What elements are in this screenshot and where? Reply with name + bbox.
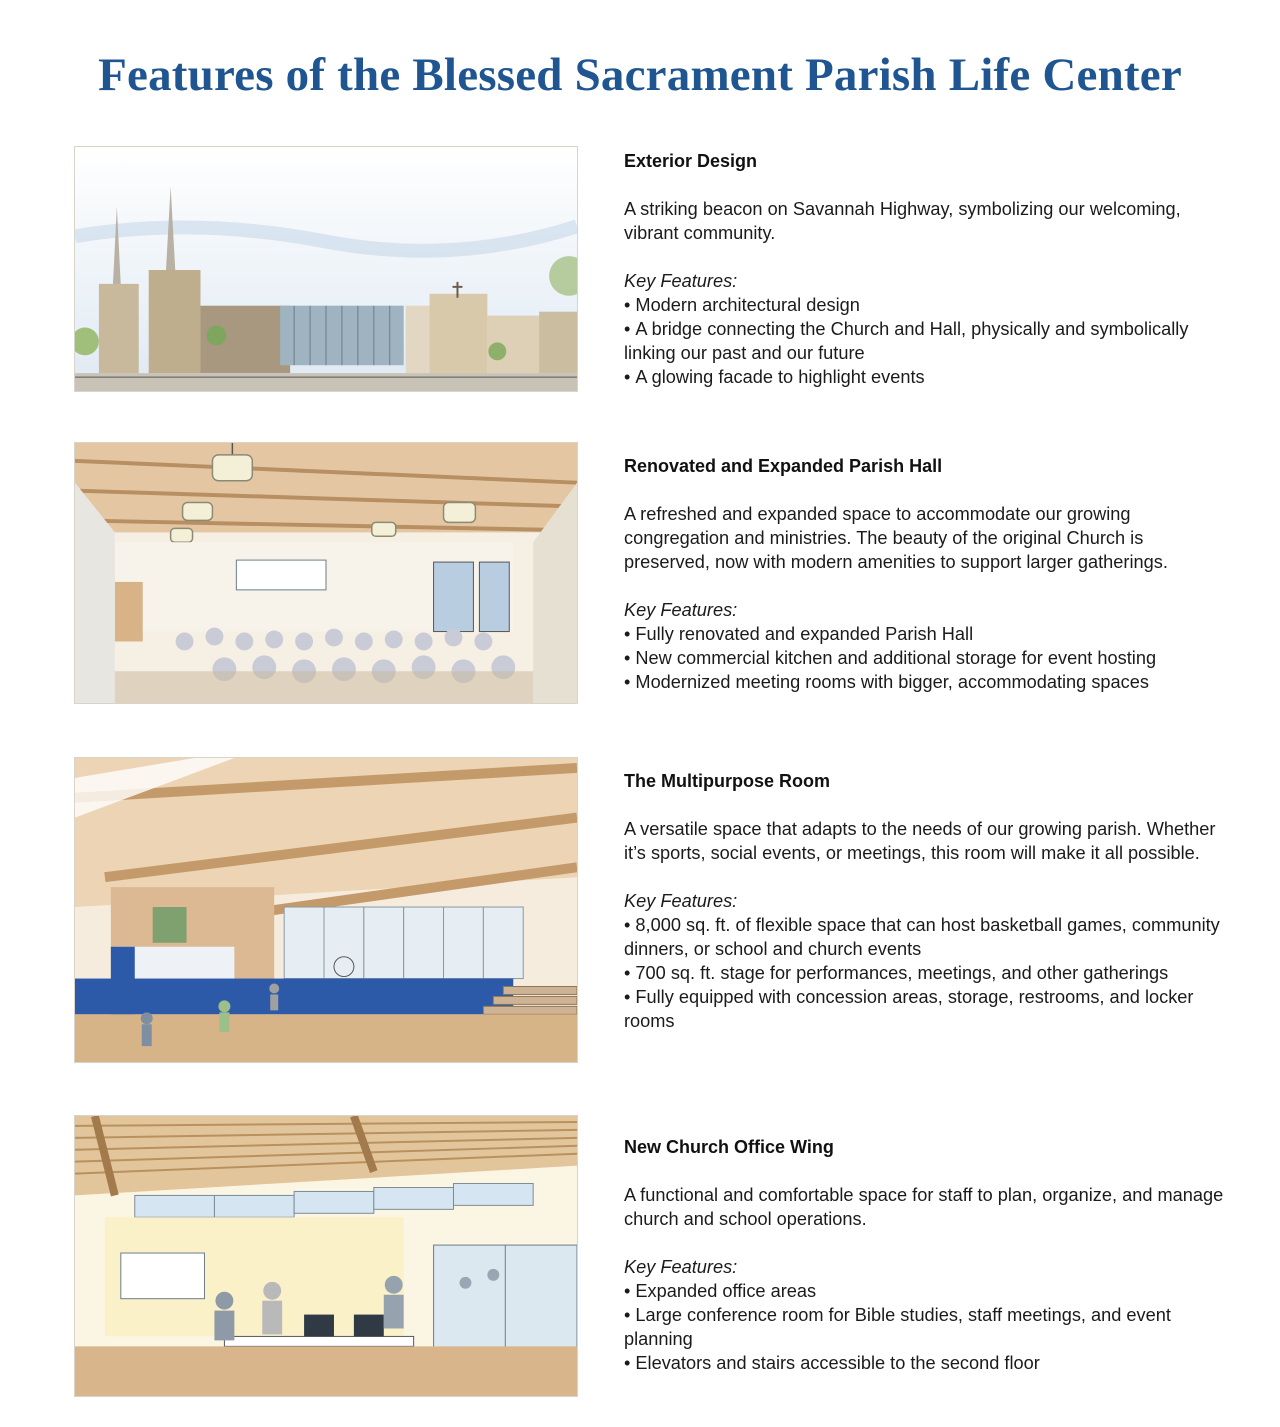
office-wing-sketch: [74, 1115, 578, 1397]
key-features-list: [624, 293, 1224, 389]
exterior-sketch: [74, 146, 578, 392]
feature-text: [624, 1135, 1224, 1375]
list-item: • A bridge connecting the Church and Hall, physically and symbolically linking our past and our future: [624, 317, 1224, 365]
list-item: • Modern architectural design: [624, 293, 1224, 317]
key-features-label: Key Features:: [624, 1257, 738, 1277]
list-item: • Elevators and stairs accessible to the second floor: [624, 1351, 1224, 1375]
feature-heading: The Multipurpose Room: [624, 771, 830, 791]
feature-description: A functional and comfortable space for staff to plan, organize, and manage church and school operations.: [624, 1185, 1224, 1229]
list-item: • A glowing facade to highlight events: [624, 365, 1224, 389]
list-item: • Large conference room for Bible studies, staff meetings, and event planning: [624, 1303, 1224, 1351]
key-features-list: [624, 1279, 1224, 1375]
feature-heading: Exterior Design: [624, 151, 758, 171]
feature-description: A versatile space that adapts to the needs of our growing parish. Whether it’s sports, social events, or meetings, this room will make it all possible.: [624, 819, 1216, 863]
list-item: • Fully equipped with concession areas, storage, restrooms, and locker rooms: [624, 985, 1224, 1033]
feature-text: [624, 454, 1224, 694]
page-title: Features of the Blessed Sacrament Parish Life Center: [98, 49, 1182, 101]
key-features-list: [624, 913, 1224, 1033]
key-features-label: Key Features:: [624, 271, 738, 291]
key-features-label: Key Features:: [624, 891, 738, 911]
parish-hall-sketch: [74, 442, 578, 704]
list-item: • 8,000 sq. ft. of flexible space that can host basketball games, community dinners, or school and church events: [624, 913, 1224, 961]
key-features-list: [624, 622, 1224, 694]
multipurpose-room-sketch: [74, 757, 578, 1063]
list-item: • Fully renovated and expanded Parish Hall: [624, 622, 1224, 646]
list-item: • Expanded office areas: [624, 1279, 1224, 1303]
list-item: • New commercial kitchen and additional storage for event hosting: [624, 646, 1224, 670]
feature-description: A refreshed and expanded space to accommodate our growing congregation and ministries. The beauty of the original Church is preserved, now with modern amenities to support larger gatherings.: [624, 504, 1168, 572]
feature-heading: New Church Office Wing: [624, 1137, 834, 1157]
key-features-label: Key Features:: [624, 600, 738, 620]
feature-description: A striking beacon on Savannah Highway, symbolizing our welcoming, vibrant community.: [624, 199, 1181, 243]
list-item: • 700 sq. ft. stage for performances, meetings, and other gatherings: [624, 961, 1224, 985]
list-item: • Modernized meeting rooms with bigger, accommodating spaces: [624, 670, 1224, 694]
feature-text: [624, 769, 1224, 1033]
feature-heading: Renovated and Expanded Parish Hall: [624, 456, 943, 476]
feature-text: [624, 149, 1224, 389]
